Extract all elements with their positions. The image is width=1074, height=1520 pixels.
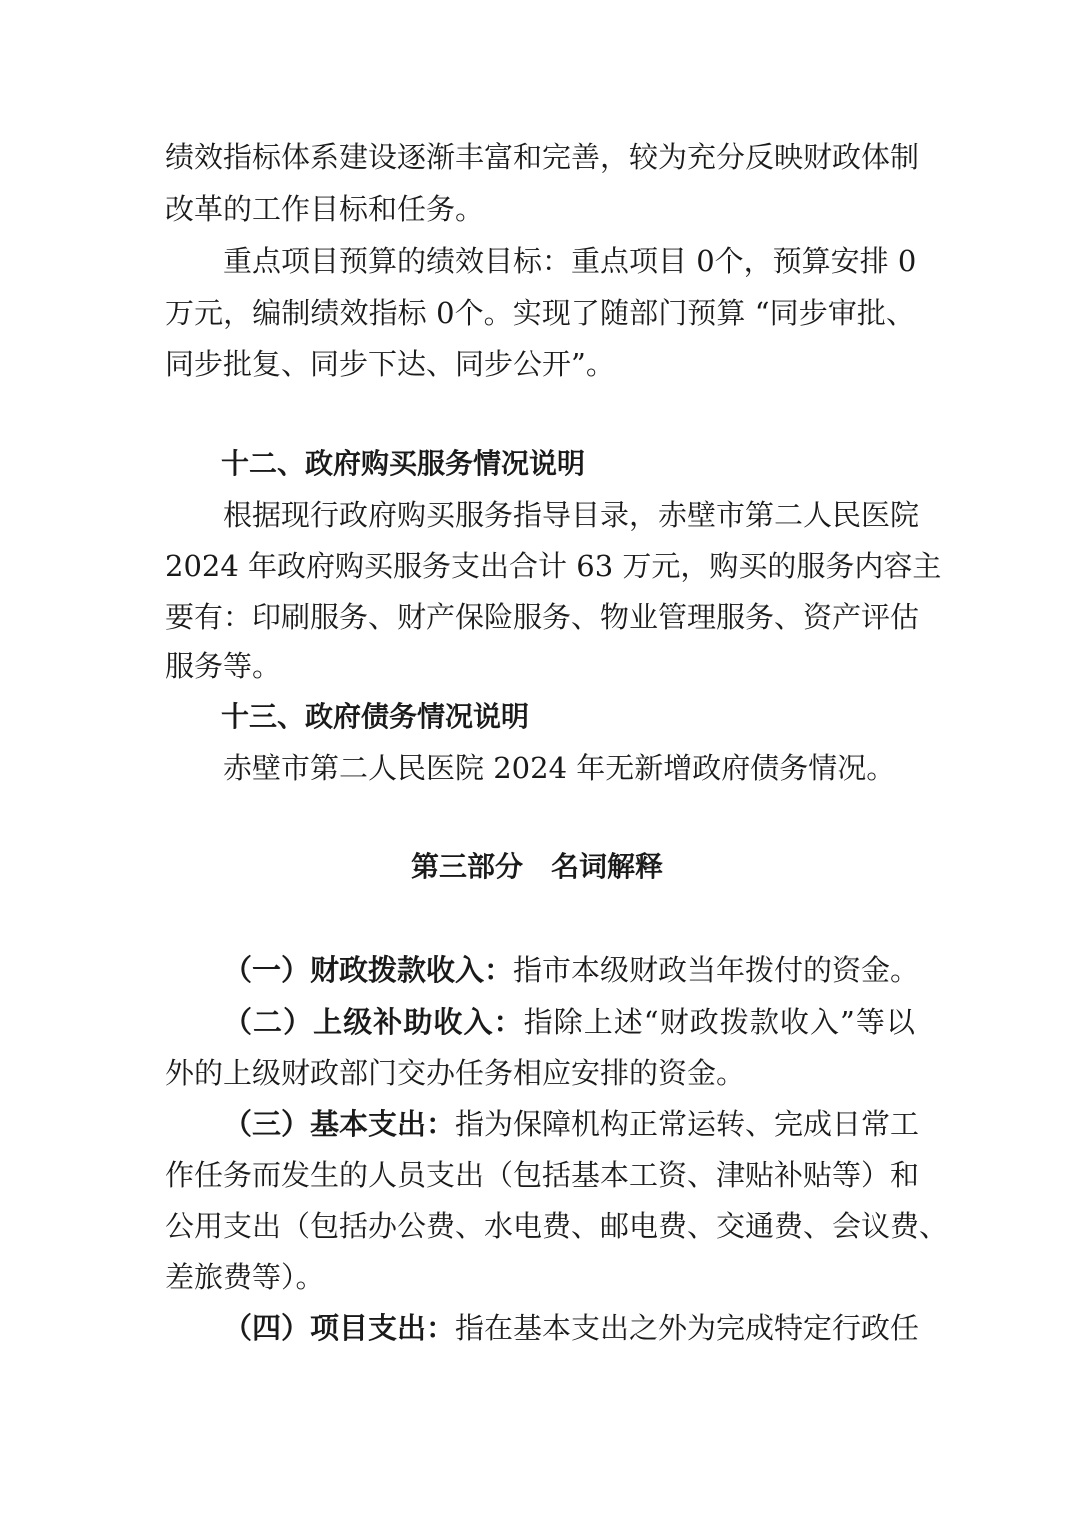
paragraph-line: 作任务而发生的人员支出（包括基本工资、津贴补贴等）和	[165, 1158, 920, 1192]
paragraph-line: 要有：印刷服务、财产保险服务、物业管理服务、资产评估	[165, 600, 920, 634]
paragraph-line: 外的上级财政部门交办任务相应安排的资金。	[165, 1056, 746, 1090]
definition-text: 指市本级财政当年拨付的资金。	[513, 953, 920, 987]
paragraph-line: 服务等。	[165, 649, 282, 683]
definition-text: 指为保障机构正常运转、完成日常工	[455, 1107, 920, 1141]
paragraph-line: 同步批复、同步下达、同步公开”。	[165, 347, 615, 381]
definition-item	[223, 950, 920, 990]
part-three-title: 第三部分 名词解释	[410, 850, 663, 883]
definition-term: （二）上级补助收入：	[223, 1005, 524, 1039]
paragraph-line: 赤壁市第二人民医院 2024 年无新增政府债务情况。	[223, 751, 896, 785]
section-13-heading: 十三、政府债务情况说明	[221, 700, 530, 733]
paragraph-line: 根据现行政府购买服务指导目录，赤壁市第二人民医院	[223, 498, 920, 532]
definition-term: （一）财政拨款收入：	[223, 953, 514, 987]
paragraph-line: 绩效指标体系建设逐渐丰富和完善，较为充分反映财政体制	[165, 140, 920, 174]
definition-item	[223, 1002, 915, 1042]
paragraph-line: 2024 年政府购买服务支出合计 63 万元，购买的服务内容主	[165, 549, 942, 583]
definition-term: （四）项目支出：	[223, 1311, 456, 1345]
paragraph-line: 改革的工作目标和任务。	[165, 192, 485, 226]
paragraph-line: 差旅费等）。	[165, 1260, 325, 1294]
definition-text: 指在基本支出之外为完成特定行政任	[455, 1311, 920, 1345]
definition-item	[223, 1104, 920, 1144]
definition-term: （三）基本支出：	[223, 1107, 456, 1141]
paragraph-line: 重点项目预算的绩效目标：重点项目 0个，预算安排 0	[223, 244, 917, 278]
paragraph-line: 万元，编制绩效指标 0个。实现了随部门预算 “同步审批、	[165, 296, 915, 330]
section-12-heading: 十二、政府购买服务情况说明	[221, 447, 586, 480]
definition-text: 指除上述“财政拨款收入”等以	[523, 1005, 915, 1039]
definition-item	[223, 1308, 920, 1348]
paragraph-line: 公用支出（包括办公费、水电费、邮电费、交通费、会议费、	[165, 1209, 949, 1243]
